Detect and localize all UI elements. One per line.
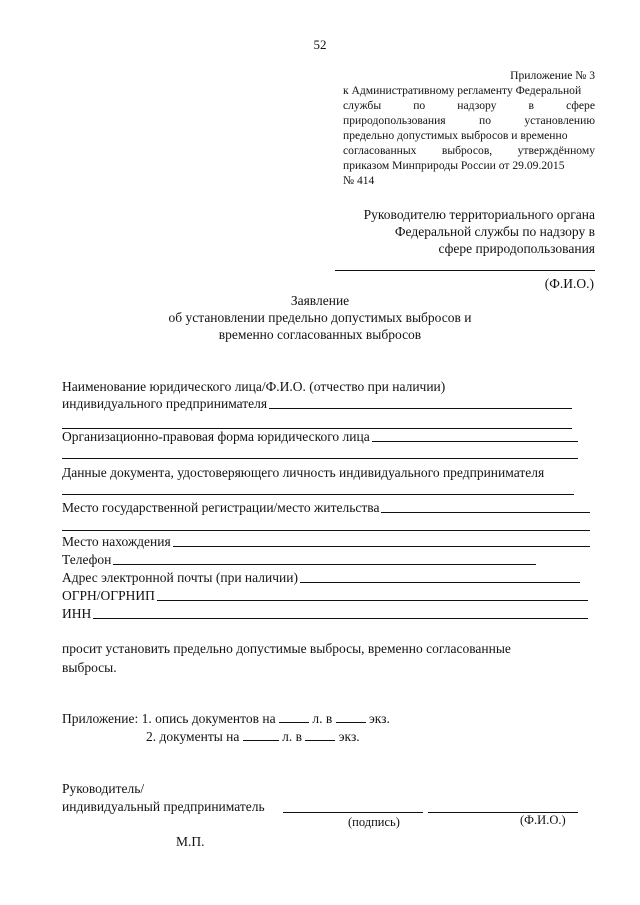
attachment-2-text-b: л. в (282, 729, 303, 744)
appendix-number: Приложение № 3 (510, 69, 595, 82)
recipient-fio-caption: (Ф.И.О.) (544, 276, 594, 291)
email-row (62, 570, 580, 586)
appendix-word: утверждённому (517, 144, 595, 157)
registration-input[interactable] (381, 512, 590, 513)
appendix-word: сфере (566, 99, 595, 112)
recipient-line: Федеральной службы по надзору в (394, 224, 595, 239)
recipient-block (364, 206, 595, 257)
name-input[interactable] (269, 408, 572, 409)
request-line: выбросы. (62, 660, 117, 675)
appendix-line-justified (343, 98, 595, 113)
attachment-1-copies-input[interactable] (336, 710, 366, 723)
inn-input[interactable] (93, 618, 588, 619)
appendix-word: выбросов, (441, 144, 493, 157)
appendix-line: к Административному регламенту Федеральной (343, 84, 582, 97)
signature-field[interactable] (283, 812, 423, 813)
attachment-1-pages-input[interactable] (279, 710, 309, 723)
name-field-row (62, 396, 572, 412)
ogrn-label: ОГРН/ОГРНИП (62, 588, 155, 603)
attachment-1 (62, 710, 390, 727)
appendix-word: установлению (524, 114, 595, 127)
request-line: просит установить предельно допустимые выбросы, временно согласованные (62, 641, 511, 656)
inn-label: ИНН (62, 606, 92, 621)
ogrn-row (62, 588, 588, 604)
phone-input[interactable] (113, 564, 536, 565)
attachment-1-text-c: экз. (368, 711, 390, 726)
name-label: Наименование юридического лица/Ф.И.О. (отчество при наличии) (62, 379, 446, 394)
appendix-word: в (528, 99, 534, 112)
registration-row (62, 500, 590, 516)
appendix-word: природопользования (343, 114, 446, 127)
location-label: Место нахождения (62, 534, 171, 549)
identity-doc-label: Данные документа, удостоверяющего личность индивидуального предпринимателя (62, 465, 545, 480)
ogrn-input[interactable] (157, 600, 588, 601)
org-form-label: Организационно-правовая форма юридического лица (62, 429, 370, 444)
email-input[interactable] (300, 582, 580, 583)
document-title (0, 292, 640, 343)
attachment-1-text: 1. опись документов на (141, 711, 276, 726)
appendix-word: службы (343, 99, 382, 112)
attachment-2-pages-input[interactable] (243, 728, 279, 741)
appendix-word: согласованных (343, 144, 417, 157)
phone-row (62, 552, 536, 568)
org-form-row (62, 429, 578, 445)
attachment-1-text-b: л. в (312, 711, 333, 726)
attachment-2-text-c: экз. (338, 729, 360, 744)
location-row (62, 534, 590, 550)
attachments-label: Приложение: (62, 711, 139, 726)
appendix-line-justified (343, 113, 595, 128)
recipient-line: Руководителю территориального органа (363, 207, 595, 222)
stamp-place: М.П. (176, 834, 205, 849)
title-line: об установлении предельно допустимых выбросов и (168, 310, 472, 325)
registration-input-line2[interactable] (62, 530, 590, 531)
registration-label: Место государственной регистрации/место жительства (62, 500, 380, 515)
appendix-word: по (478, 114, 491, 127)
attachment-2-copies-input[interactable] (305, 728, 335, 741)
appendix-word: по (413, 99, 426, 112)
appendix-header (343, 68, 595, 188)
location-input[interactable] (173, 546, 590, 547)
appendix-line: предельно допустимых выбросов и временно (343, 129, 568, 142)
phone-label: Телефон (62, 552, 112, 567)
title-line: Заявление (290, 293, 350, 308)
page-number: 52 (313, 37, 327, 52)
signature-caption: (подпись) (348, 815, 400, 829)
identity-doc-input[interactable] (62, 494, 574, 495)
signature-fio-caption: (Ф.И.О.) (520, 813, 566, 827)
appendix-word: надзору (457, 99, 497, 112)
signatory-label: Руководитель/ (62, 781, 145, 796)
signatory-label-cont: индивидуальный предприниматель (62, 799, 265, 814)
appendix-line-justified (343, 143, 595, 158)
appendix-line: приказом Минприроды России от 29.09.2015 (343, 159, 565, 172)
recipient-line: сфере природопользования (438, 241, 595, 256)
recipient-fio-field[interactable] (335, 270, 595, 271)
request-text (62, 640, 511, 676)
email-label: Адрес электронной почты (при наличии) (62, 570, 298, 585)
org-form-input[interactable] (372, 441, 578, 442)
appendix-line: № 414 (343, 174, 375, 187)
title-line: временно согласованных выбросов (218, 327, 422, 342)
attachment-2-text: 2. документы на (146, 729, 240, 744)
name-label-cont: индивидуального предпринимателя (62, 396, 268, 411)
inn-row (62, 606, 588, 622)
org-form-input-line2[interactable] (62, 458, 578, 459)
attachment-2 (146, 728, 360, 745)
